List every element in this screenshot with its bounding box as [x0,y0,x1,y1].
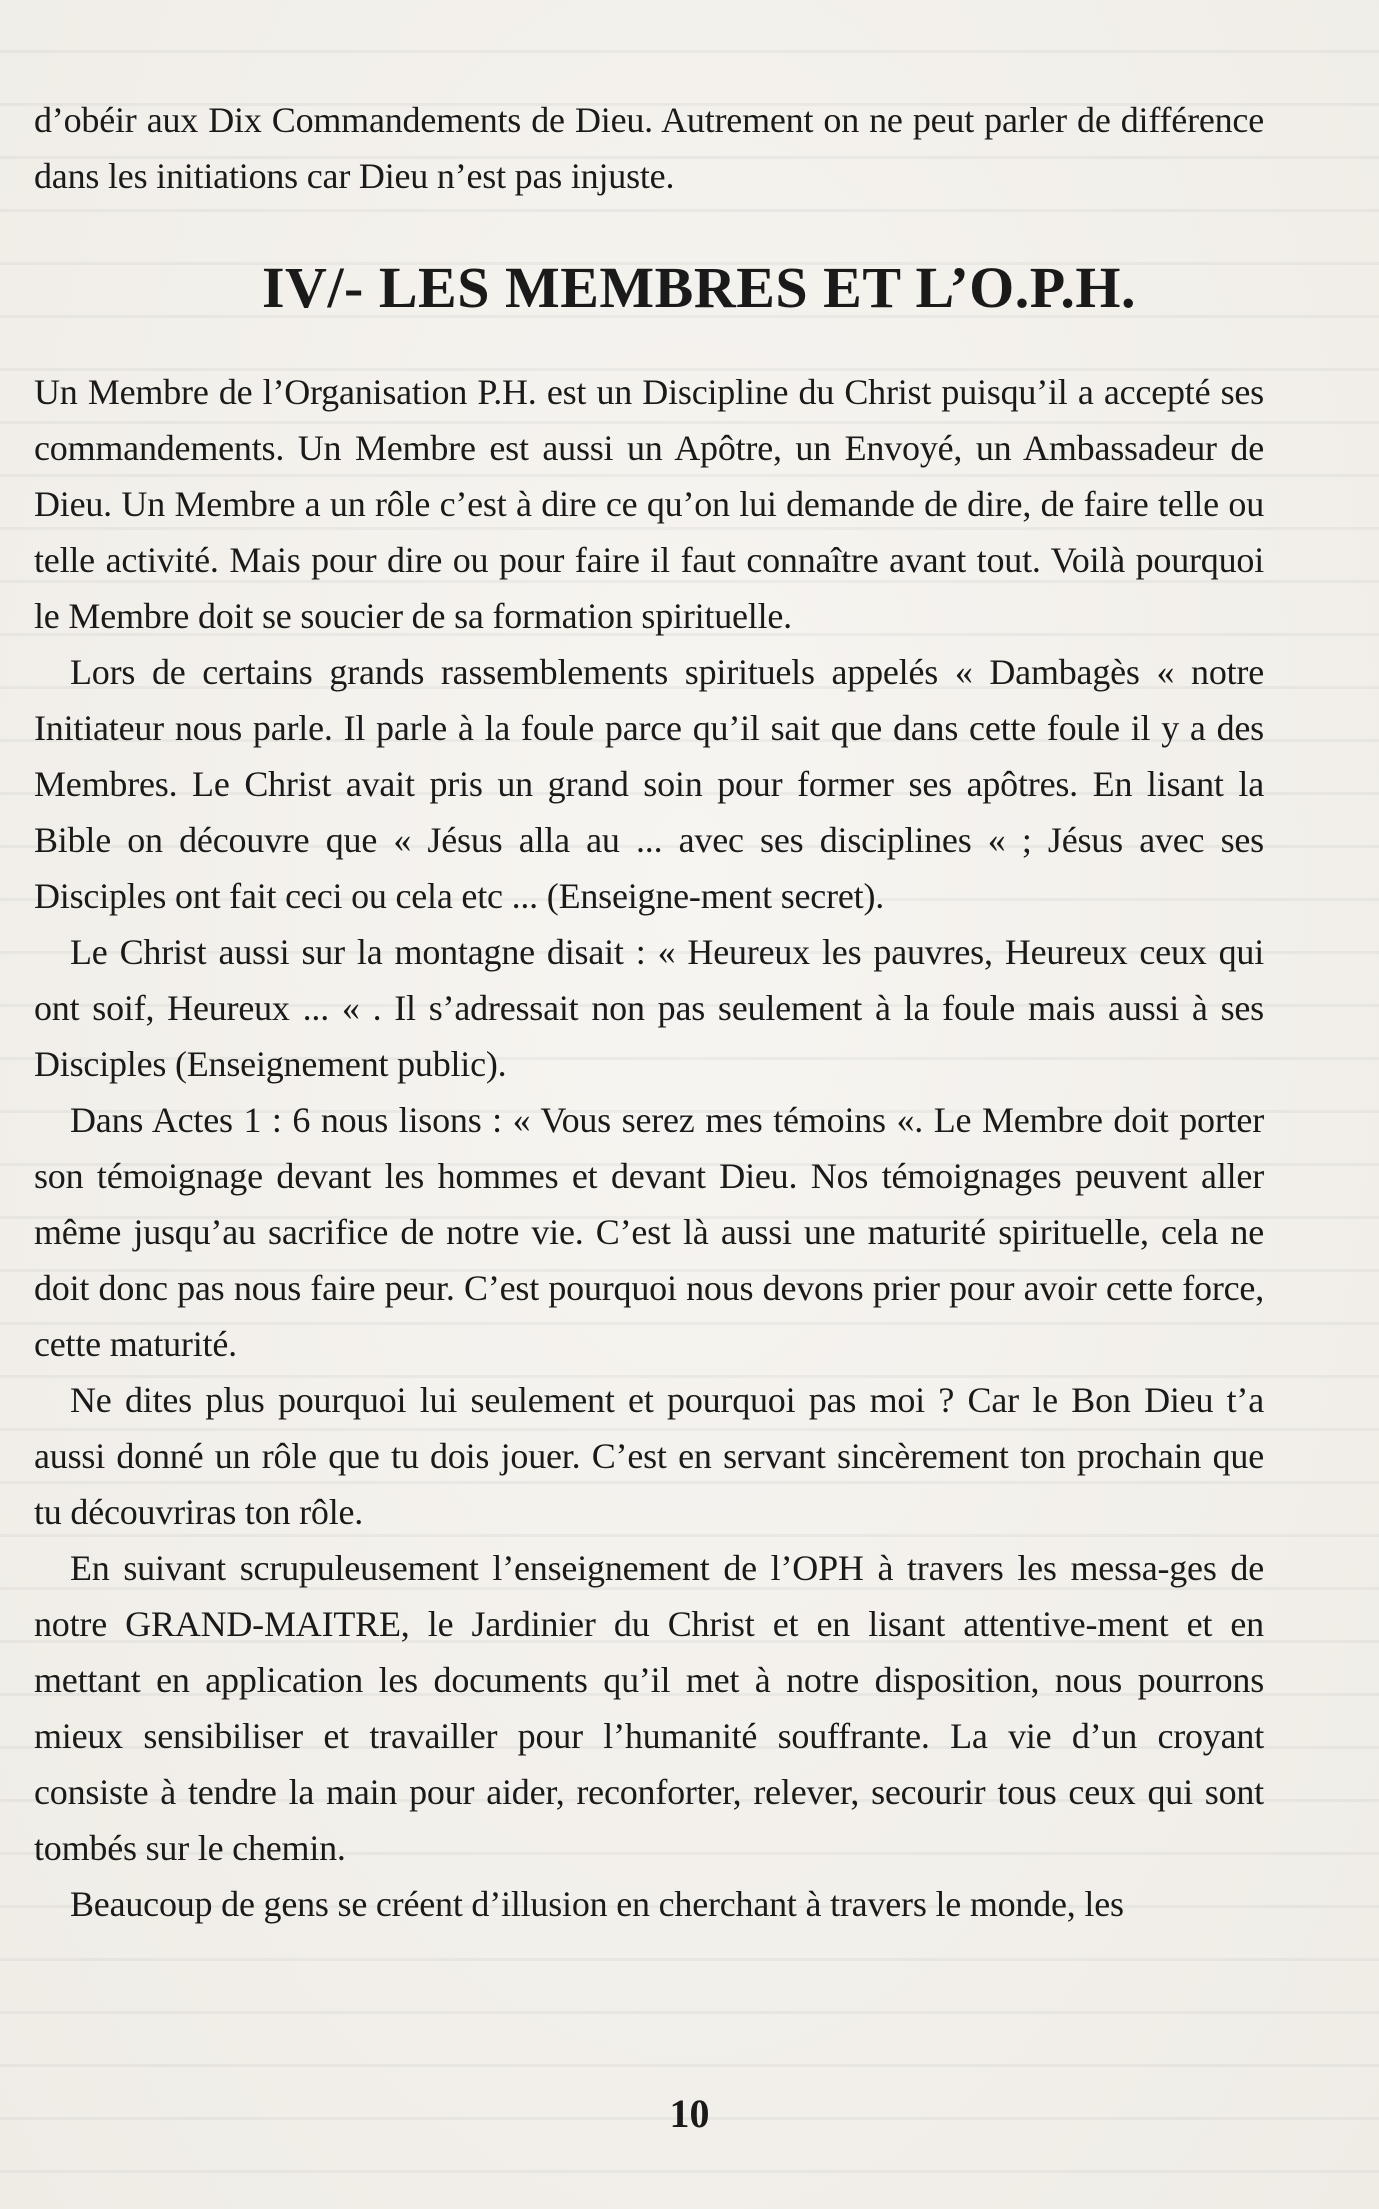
intro-paragraph: d’obéir aux Dix Commandements de Dieu. Autrement on ne peut parler de différence dans les initiations car Dieu n’est pas injuste. [34,100,1264,196]
paragraph-5: Ne dites plus pourquoi lui seulement et pourquoi pas moi ? Car le Bon Dieu t’a aussi donné un rôle que tu dois jouer. C’est en servant sincèrement ton prochain que tu découvriras ton rôle. [34,1380,1264,1532]
paragraph-6: En suivant scrupuleusement l’enseignement de l’OPH à travers les messa-ges de notre GRAND-MAITRE, le Jardinier du Christ et en lisant attentive-ment et en mettant en application les documents qu’il met à notre disposition, nous pourrons mieux sensibiliser et travailler pour l’humanité souffrante. La vie d’un croyant consiste à tendre la main pour aider, reconforter, relever, secourir tous ceux qui sont tombés sur le chemin. [34,1548,1264,1868]
paragraph-1: Un Membre de l’Organisation P.H. est un Discipline du Christ puisqu’il a accepté ses commandements. Un Membre est aussi un Apôtre, un Envoyé, un Ambassadeur de Dieu. Un Membre a un rôle c’est à dire ce qu’on lui demande de dire, de faire telle ou telle activité. Mais pour dire ou pour faire il faut connaître avant tout. Voilà pourquoi le Membre doit se soucier de sa formation spirituelle. [34,372,1264,636]
paragraph-3: Le Christ aussi sur la montagne disait : « Heureux les pauvres, Heureux ceux qui ont soif, Heureux ... « . Il s’adressait non pas seulement à la foule mais aussi à ses Disciples (Enseignement public). [34,932,1264,1084]
section-heading: IV/- LES MEMBRES ET L’O.P.H. [261,255,1137,320]
paragraph-4: Dans Actes 1 : 6 nous lisons : « Vous serez mes témoins «. Le Membre doit porter son témoignage devant les hommes et devant Dieu. Nos témoignages peuvent aller même jusqu’au sacrifice de notre vie. C’est là aussi une maturité spirituelle, cela ne doit donc pas nous faire peur. C’est pourquoi nous devons prier pour avoir cette force, cette maturité. [34,1100,1264,1364]
page-number: 10 [669,2091,710,2136]
paragraph-7: Beaucoup de gens se créent d’illusion en cherchant à travers le monde, les [70,1884,1124,1924]
paragraph-2: Lors de certains grands rassemblements spirituels appelés « Dambagès « notre Initiateur nous parle. Il parle à la foule parce qu’il sait que dans cette foule il y a des Membres. Le Christ avait pris un grand soin pour former ses apôtres. En lisant la Bible on découvre que « Jésus alla au ... avec ses disciplines « ; Jésus avec ses Disciples ont fait ceci ou cela etc ... (Enseigne-ment secret). [34,652,1264,916]
page-body [34,92,1264,1932]
